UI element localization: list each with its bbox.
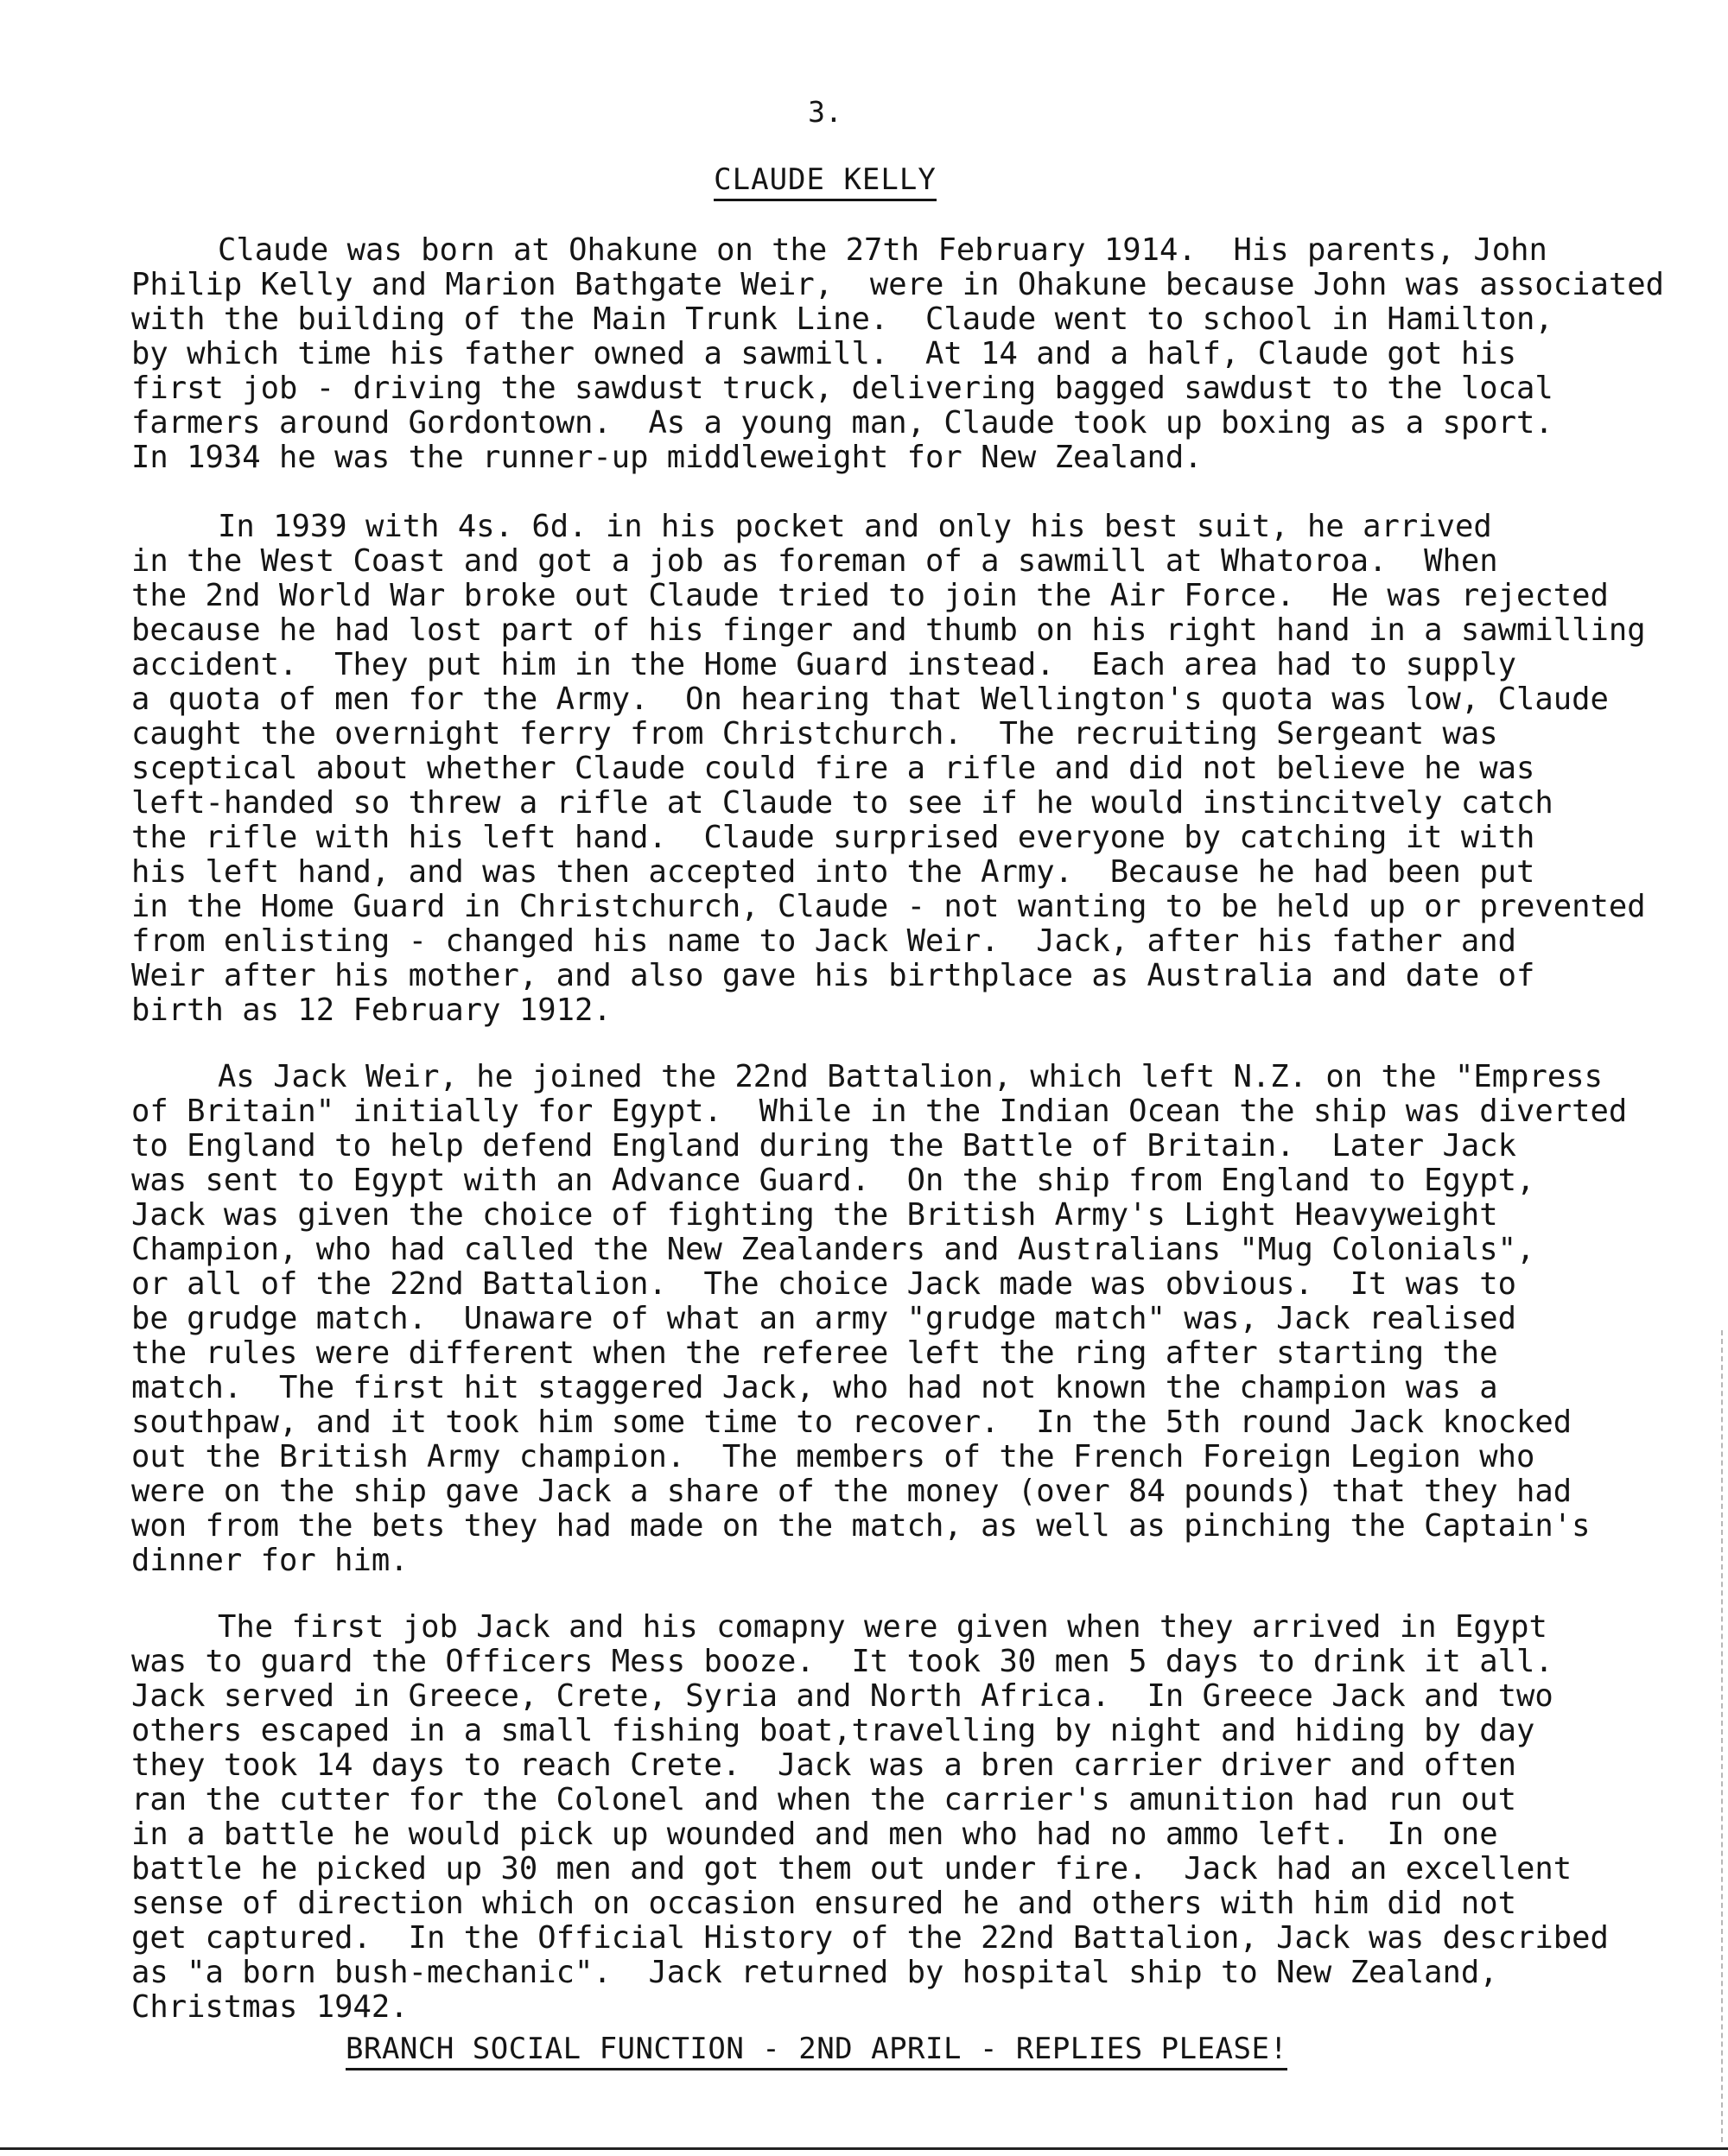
text-line: Claude was born at Ohakune on the 27th February 1914. His parents, John xyxy=(218,232,1547,268)
text-line: was sent to Egypt with an Advance Guard. On the ship from England to Egypt, xyxy=(131,1163,1535,1198)
text-line: match. The first hit staggered Jack, who had not known the champion was a xyxy=(131,1370,1498,1405)
text-line: by which time his father owned a sawmill. At 14 and a half, Claude got his xyxy=(131,336,1516,371)
text-line: In 1934 he was the runner-up middleweight for New Zealand. xyxy=(131,440,1203,475)
text-line: Jack was given the choice of fighting the British Army's Light Heavyweight xyxy=(131,1197,1498,1233)
text-line: Jack served in Greece, Crete, Syria and North Africa. In Greece Jack and two xyxy=(131,1678,1553,1714)
text-line: battle he picked up 30 men and got them out under fire. Jack had an excellent xyxy=(131,1851,1572,1886)
text-line: or all of the 22nd Battalion. The choice Jack made was obvious. It was to xyxy=(131,1266,1516,1302)
text-line: in the Home Guard in Christchurch, Claude - not wanting to be held up or prevented xyxy=(131,889,1646,924)
text-line: his left hand, and was then accepted into the Army. Because he had been put xyxy=(131,854,1535,890)
text-line: sense of direction which on occasion ensured he and others with him did not xyxy=(131,1886,1516,1921)
text-line: farmers around Gordontown. As a young man, Claude took up boxing as a sport. xyxy=(131,405,1553,441)
scan-margin-marks xyxy=(1716,1330,1723,2142)
text-line: Christmas 1942. xyxy=(131,1989,409,2025)
text-line: be grudge match. Unaware of what an army "grudge match" was, Jack realised xyxy=(131,1301,1516,1336)
text-line: caught the overnight ferry from Christchurch. The recruiting Sergeant was xyxy=(131,716,1498,751)
text-line: sceptical about whether Claude could fire a rifle and did not believe he was xyxy=(131,751,1535,786)
paragraph-3 xyxy=(131,1060,1627,1578)
text-line: Philip Kelly and Marion Bathgate Weir, were in Ohakune because John was associated xyxy=(131,267,1664,302)
text-line: As Jack Weir, he joined the 22nd Battalion, which left N.Z. on the "Empress xyxy=(218,1059,1603,1094)
text-line: were on the ship gave Jack a share of the money (over 84 pounds) that they had xyxy=(131,1474,1572,1509)
text-line: In 1939 with 4s. 6d. in his pocket and only his best suit, he arrived xyxy=(218,509,1492,544)
text-line: dinner for him. xyxy=(131,1543,409,1578)
footer-notice-text: BRANCH SOCIAL FUNCTION - 2ND APRIL - REPLIES PLEASE! xyxy=(346,2032,1287,2070)
page-title-text: CLAUDE KELLY xyxy=(714,162,937,201)
text-line: The first job Jack and his comapny were given when they arrived in Egypt xyxy=(218,1609,1547,1645)
text-line: accident. They put him in the Home Guard instead. Each area had to supply xyxy=(131,647,1516,682)
page-title xyxy=(0,162,1650,197)
text-line: get captured. In the Official History of the 22nd Battalion, Jack was described xyxy=(131,1920,1609,1956)
text-line: as "a born bush-mechanic". Jack returned by hospital ship to New Zealand, xyxy=(131,1955,1498,1990)
paragraph-1 xyxy=(131,233,1664,475)
text-line: southpaw, and it took him some time to recover. In the 5th round Jack knocked xyxy=(131,1405,1572,1440)
text-line: left-handed so threw a rifle at Claude to see if he would instincitvely catch xyxy=(131,785,1553,821)
text-line: because he had lost part of his finger and thumb on his right hand in a sawmilling xyxy=(131,612,1646,648)
text-line: the rifle with his left hand. Claude surprised everyone by catching it with xyxy=(131,820,1535,855)
text-line: in the West Coast and got a job as foreman of a sawmill at Whatoroa. When xyxy=(131,543,1498,579)
text-line: in a battle he would pick up wounded and men who had no ammo left. In one xyxy=(131,1817,1498,1852)
text-line: they took 14 days to reach Crete. Jack was a bren carrier driver and often xyxy=(131,1747,1516,1783)
paragraph-4 xyxy=(131,1610,1609,2025)
page-number: 3. xyxy=(808,95,842,129)
text-line: to England to help defend England during the Battle of Britain. Later Jack xyxy=(131,1128,1516,1164)
text-line: from enlisting - changed his name to Jack Weir. Jack, after his father and xyxy=(131,923,1516,959)
text-line: of Britain" initially for Egypt. While in the Indian Ocean the ship was diverted xyxy=(131,1094,1628,1129)
text-line: a quota of men for the Army. On hearing that Wellington's quota was low, Claude xyxy=(131,682,1609,717)
text-line: Champion, who had called the New Zealanders and Australians "Mug Colonials", xyxy=(131,1232,1535,1267)
text-line: Weir after his mother, and also gave his birthplace as Australia and date of xyxy=(131,958,1535,993)
footer-notice xyxy=(346,2032,1287,2066)
text-line: first job - driving the sawdust truck, delivering bagged sawdust to the local xyxy=(131,371,1553,406)
text-line: birth as 12 February 1912. xyxy=(131,992,612,1028)
text-line: won from the bets they had made on the match, as well as pinching the Captain's xyxy=(131,1508,1591,1544)
text-line: out the British Army champion. The members of the French Foreign Legion who xyxy=(131,1439,1535,1474)
text-line: with the building of the Main Trunk Line. Claude went to school in Hamilton, xyxy=(131,301,1553,337)
text-line: ran the cutter for the Colonel and when the carrier's amunition had run out xyxy=(131,1782,1516,1817)
paragraph-2 xyxy=(131,510,1646,1028)
bottom-scan-edge xyxy=(0,2147,1728,2150)
text-line: others escaped in a small fishing boat,travelling by night and hiding by day xyxy=(131,1713,1535,1748)
text-line: was to guard the Officers Mess booze. It took 30 men 5 days to drink it all. xyxy=(131,1644,1553,1679)
text-line: the rules were different when the referee left the ring after starting the xyxy=(131,1335,1498,1371)
text-line: the 2nd World War broke out Claude tried to join the Air Force. He was rejected xyxy=(131,578,1609,613)
